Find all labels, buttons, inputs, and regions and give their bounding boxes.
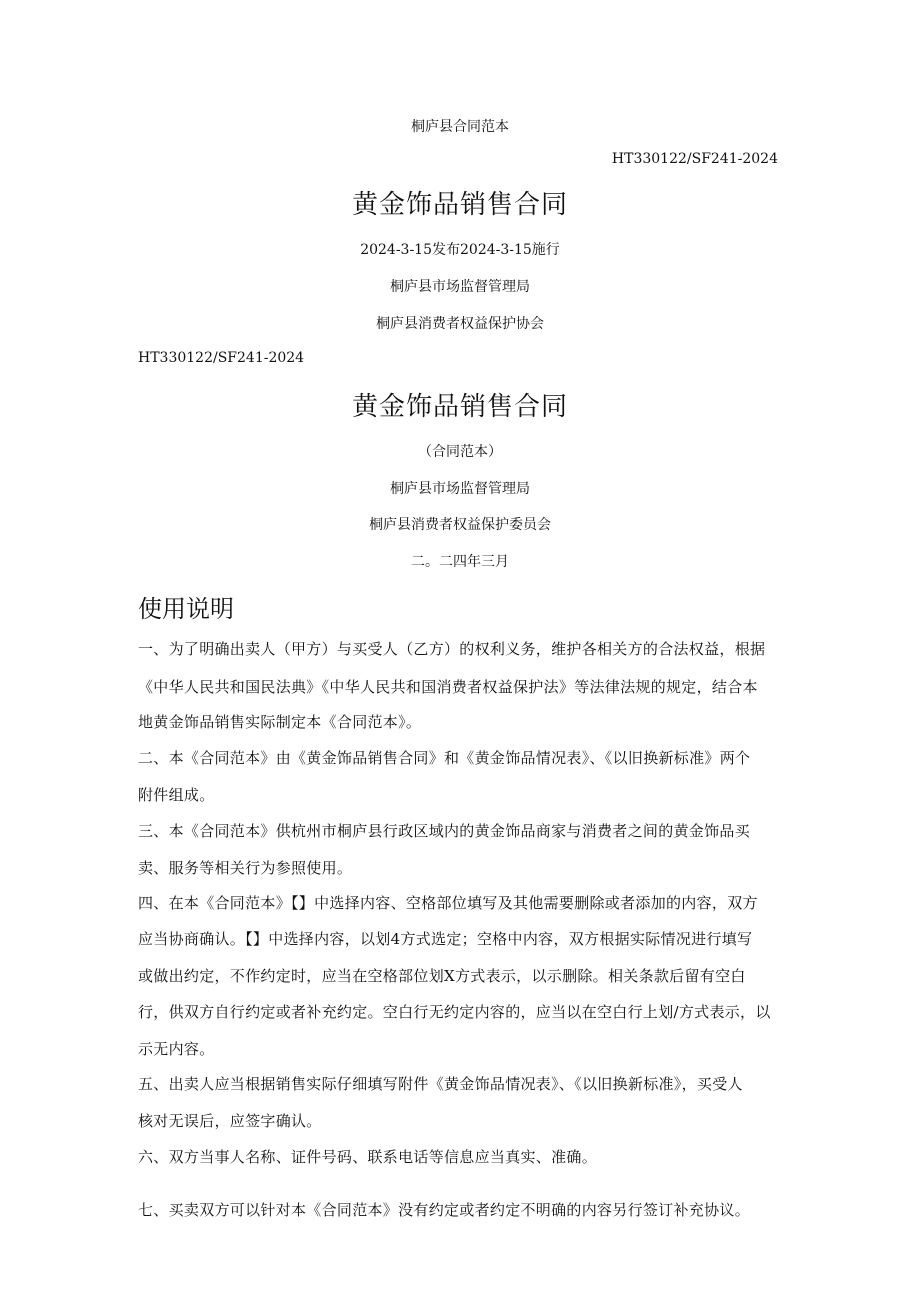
instruction-line: 行，供双方自行约定或者补充约定。空白行无约定内容的，应当以在空白行上划/方式表示，以 [138,1003,771,1021]
instruction-line: 六、双方当事人名称、证件号码、联系电话等信息应当真实、准确。 [138,1148,598,1166]
second-issuer-consumer: 桐庐县消费者权益保护委员会 [369,517,551,533]
second-contract-code: HT330122/SF241-2024 [138,350,305,366]
instruction-line: 或做出约定，不作约定时，应当在空格部位划X方式表示，以示删除。相关条款后留有空白 [138,967,746,985]
cover-issuer-consumer: 桐庐县消费者权益保护协会 [376,316,544,332]
instruction-line: 一、为了明确出卖人（甲方）与买受人（乙方）的权利义务，维护各相关方的合法权益，根据 [138,640,766,658]
instruction-line: 卖、服务等相关行为参照使用。 [138,859,353,877]
instructions-heading: 使用说明 [138,595,234,623]
second-issuer-market: 桐庐县市场监督管理局 [390,481,530,497]
cover-issuer-market: 桐庐县市场监督管理局 [390,279,530,295]
instruction-line: 四、在本《合同范本》【】中选择内容、空格部位填写及其他需要删除或者添加的内容，双方 [138,894,758,912]
instruction-line: 核对无误后，应签字确认。 [138,1112,322,1130]
cover-header: 桐庐县合同范本 [411,119,509,135]
instruction-line: 五、出卖人应当根据销售实际仔细填写附件《黄金饰品情况表》、《以旧换新标准》，买受人 [138,1075,743,1093]
second-subtitle: （合同范本） [418,444,502,460]
instruction-line: 七、买卖双方可以针对本《合同范本》没有约定或者约定不明确的内容另行签订补充协议。 [138,1201,751,1219]
second-date: 二。二四年三月 [411,554,509,570]
instruction-line: 附件组成。 [138,786,215,804]
instruction-line: 地黄金饰品销售实际制定本《合同范本》。 [138,713,422,731]
second-title: 黄金饰品销售合同 [351,392,568,422]
instruction-line: 示无内容。 [138,1040,215,1058]
instruction-line: 应当协商确认。【】中选择内容，以划4方式选定；空格中内容，双方根据实际情况进行填写 [138,930,753,948]
cover-contract-code: HT330122/SF241-2024 [611,151,778,167]
instruction-line: 二、本《合同范本》由《黄金饰品销售合同》和《黄金饰品情况表》、《以旧换新标准》两个 [138,749,751,767]
instruction-line: 三、本《合同范本》供杭州市桐庐县行政区域内的黄金饰品商家与消费者之间的黄金饰品买 [138,822,751,840]
instruction-line: 《中华人民共和国民法典》《中华人民共和国消费者权益保护法》等法律法规的规定，结合本 [138,678,758,696]
cover-dates: 2024-3-15发布2024-3-15施行 [360,242,560,258]
cover-title: 黄金饰品销售合同 [351,190,568,220]
